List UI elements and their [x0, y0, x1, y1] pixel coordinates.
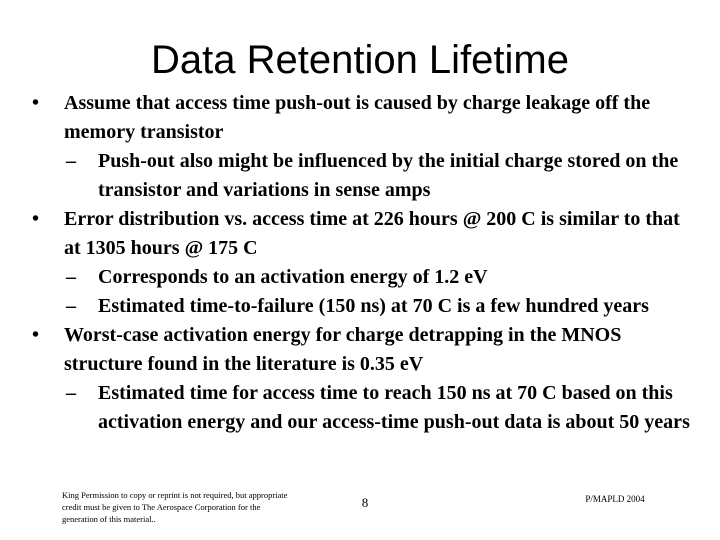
- bullet-text: Assume that access time push-out is caused by charge leakage off the memory transistor: [64, 92, 651, 143]
- sub-bullet-text: Estimated time for access time to reach 150 ns at 70 C based on this activation energy and our access-time push-out data is about 50 years: [98, 382, 690, 433]
- bullet-list: [30, 89, 690, 437]
- sub-bullet-item: [30, 263, 690, 292]
- bullet-item: [30, 89, 690, 147]
- sub-bullet-marker: –: [66, 295, 76, 317]
- footer-conference: P/MAPLD 2004: [585, 494, 645, 504]
- bullet-marker: •: [32, 324, 40, 346]
- sub-bullet-text: Estimated time-to-failure (150 ns) at 70 C is a few hundred years: [98, 295, 649, 317]
- sub-bullet-item: [30, 379, 690, 437]
- footer-permission-note: King Permission to copy or reprint is not required, but appropriate credit must be given to The Aerospace Corporation for the generation of this material..: [62, 490, 288, 524]
- bullet-item: [30, 321, 690, 379]
- bullet-text: Worst-case activation energy for charge detrapping in the MNOS structure found in the literature is 0.35 eV: [64, 324, 622, 375]
- sub-bullet-item: [30, 147, 690, 205]
- sub-bullet-marker: –: [66, 382, 76, 404]
- bullet-text: Error distribution vs. access time at 226 hours @ 200 C is similar to that at 1305 hours @ 175 C: [64, 208, 680, 259]
- sub-bullet-text: Push-out also might be influenced by the initial charge stored on the transistor and variations in sense amps: [98, 150, 679, 201]
- sub-bullet-marker: –: [66, 150, 76, 172]
- slide-title: Data Retention Lifetime: [150, 38, 569, 82]
- bullet-marker: •: [32, 208, 40, 230]
- sub-bullet-text: Corresponds to an activation energy of 1.2 eV: [98, 266, 488, 288]
- sub-bullet-item: [30, 292, 690, 321]
- page-number: 8: [361, 495, 369, 510]
- sub-bullet-marker: –: [66, 266, 76, 288]
- bullet-item: [30, 205, 690, 263]
- bullet-marker: •: [32, 92, 40, 114]
